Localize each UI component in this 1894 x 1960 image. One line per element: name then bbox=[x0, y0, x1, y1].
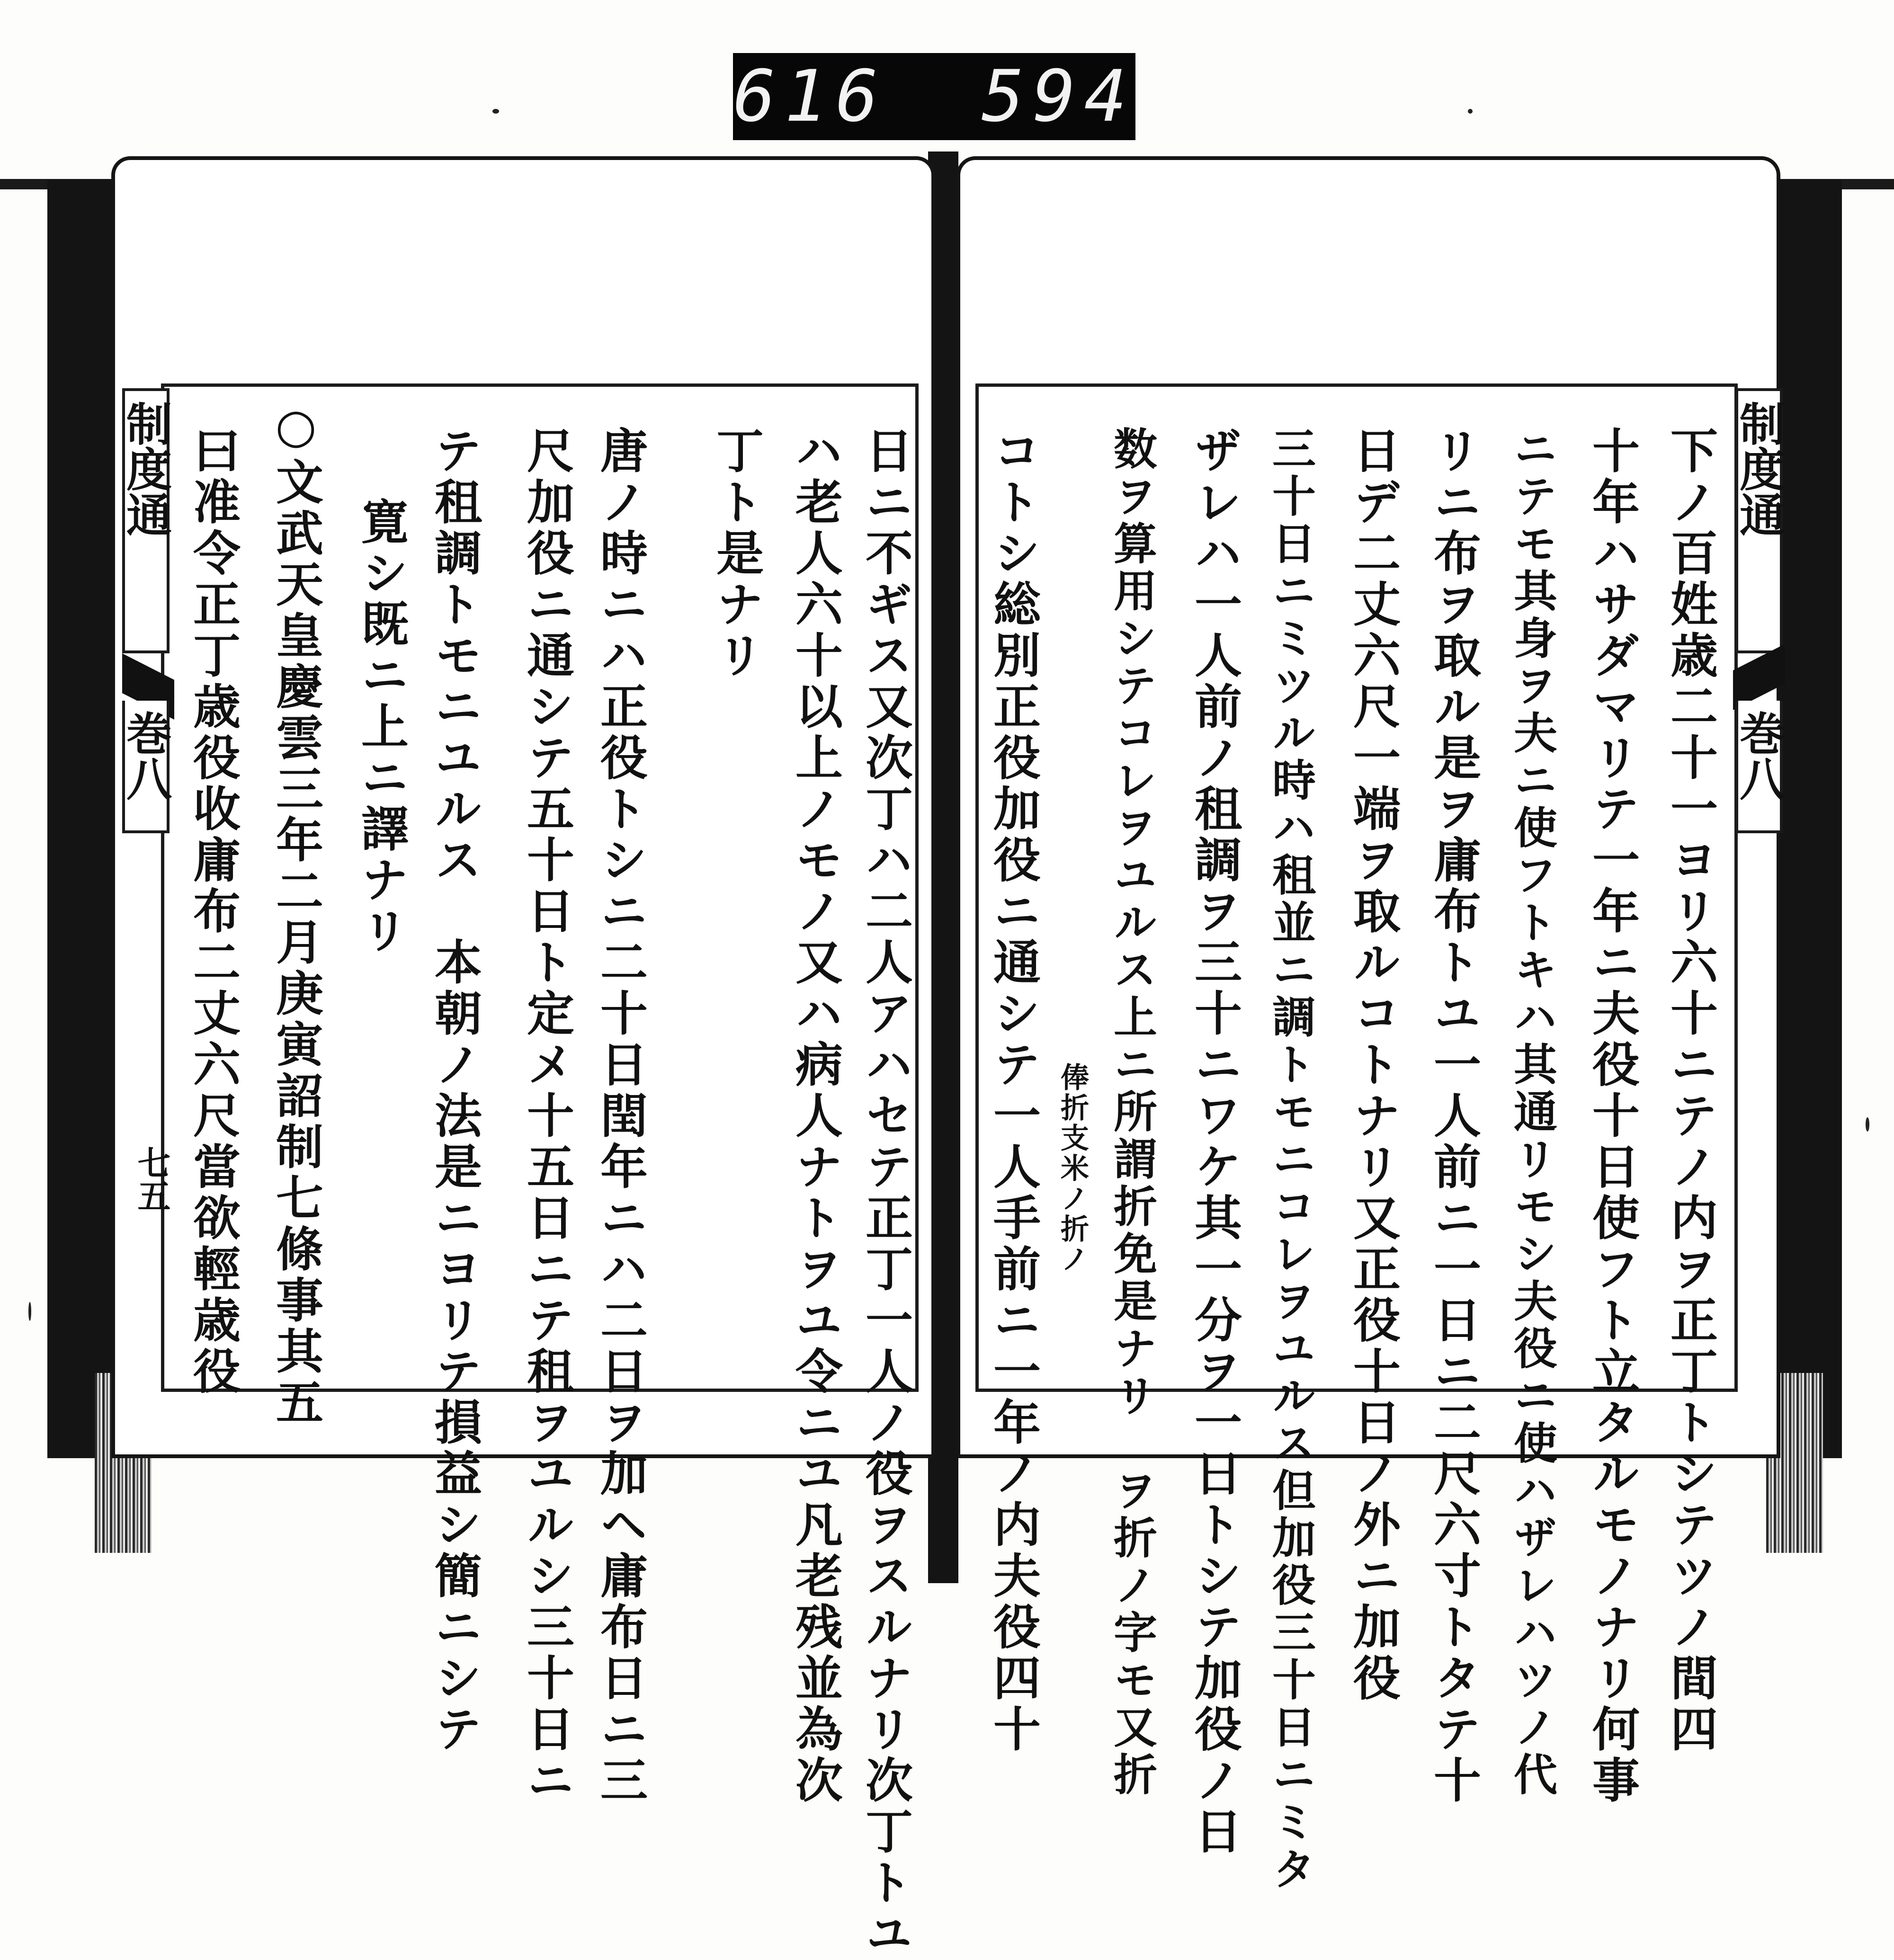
counter-right-number: 594 bbox=[982, 55, 1135, 138]
scan-speck bbox=[1866, 1117, 1869, 1131]
right-text-column-1: 下ノ百姓歳二十一ヨリ六十ニテノ内ヲ正丁トシテツノ間四 bbox=[1662, 426, 1718, 1755]
right-text-column-6: 三十日ニミツル時ハ租並ニ調トモニコレヲユルス但加役三十日ニミタ bbox=[1265, 426, 1316, 1894]
left-text-column-8: ○文武天皇慶雲三年二月庚寅詔制七條事其五 bbox=[268, 398, 324, 1429]
left-tab-volume: 巻八 bbox=[119, 710, 173, 801]
right-text-column-2: 十年ハサダマリテ一年ニ夫役十日使フト立タルモノナリ何事 bbox=[1584, 426, 1640, 1807]
left-text-column-9: 曰准令正丁歳役收庸布二丈六尺當欲輕歳役 bbox=[185, 426, 241, 1398]
left-folio-number: 七五 bbox=[132, 1146, 171, 1212]
left-text-column-3: 丁ト是ナリ bbox=[708, 426, 764, 682]
right-text-column-10: コトシ総別正役加役ニ通シテ一人手前ニ一年ノ内夫役四十 bbox=[985, 426, 1041, 1755]
left-text-column-7: 寛シ既ニ上ニ譯ナリ bbox=[353, 497, 409, 957]
left-text-column-5: 尺加役ニ通シテ五十日ト定メ十五日ニテ租ヲユルシ三十日ニ bbox=[519, 426, 575, 1807]
right-tab-title: 制度通 bbox=[1732, 401, 1786, 537]
right-tab-volume: 巻八 bbox=[1732, 710, 1786, 801]
right-page-title-tab bbox=[1732, 388, 1786, 653]
scan-speck bbox=[492, 109, 499, 114]
scan-speck bbox=[28, 1302, 31, 1321]
right-text-column-3: ニテモ其身ヲ夫ニ使フトキハ其通リモシ夫役ニ使ハザレハツノ代 bbox=[1507, 426, 1558, 1799]
right-text-column-8: 数ヲ算用シテコレヲユルス上ニ所謂折免是ナリ ヲ折ノ字モ又折 bbox=[1107, 426, 1158, 1799]
left-text-column-2: ハ老人六十以上ノモノ又ハ病人ナトヲユ令ニユ凡老残並為次 bbox=[787, 426, 843, 1807]
left-text-column-6: テ租調トモニユルス 本朝ノ法是ニヨリテ損益シ簡ニシテ bbox=[427, 426, 482, 1755]
right-text-column-7: ザレハ一人前ノ租調ヲ三十ニワケ其一分ヲ一日トシテ加役ノ日 bbox=[1187, 426, 1242, 1858]
right-volume-tab bbox=[1732, 701, 1786, 833]
right-text-column-4: リニ布ヲ取ル是ヲ庸布トユ一人前ニ一日ニ二尺六寸トタテ十 bbox=[1426, 426, 1482, 1807]
right-text-column-5: 日デ二丈六尺一端ヲ取ルコトナリ又正役十日ノ外ニ加役 bbox=[1345, 426, 1401, 1704]
left-tab-title: 制度通 bbox=[119, 401, 173, 537]
left-text-column-1: 日ニ不ギス又次丁ハ二人アハセテ正丁一人ノ役ヲスルナリ次丁トユ bbox=[858, 426, 913, 1960]
left-text-column-4: 唐ノ時ニハ正役トシニ二十日閏年ニハ二日ヲ加ヘ庸布日ニ三 bbox=[592, 426, 648, 1807]
right-text-column-9: 俸折支米ノ折ノ bbox=[1056, 426, 1089, 1274]
left-page-title-tab bbox=[119, 388, 173, 653]
left-volume-tab bbox=[119, 701, 173, 833]
reel-counter-label bbox=[733, 53, 1135, 140]
scan-speck bbox=[1468, 109, 1473, 114]
counter-left-number: 616 bbox=[733, 55, 887, 138]
